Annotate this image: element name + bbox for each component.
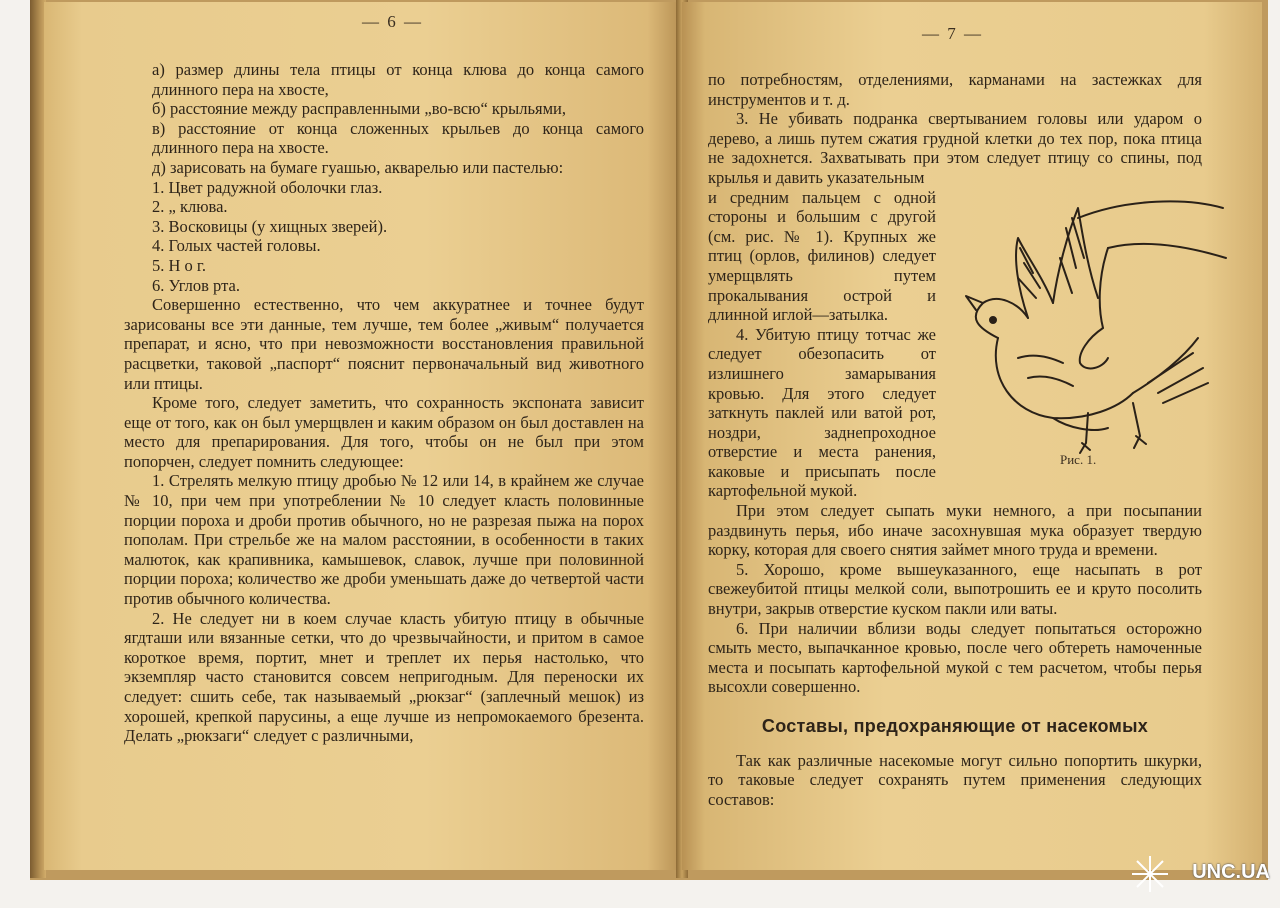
paragraph: Кроме того, следует заметить, что сохранность экспоната зависит еще от того, как он был умерщвлен и каким образом он был доставлен на место для препарирования. Для того, чтобы он не был при этом попорчен, следует помнить следующее: bbox=[124, 393, 644, 471]
watermark: UNC.UA bbox=[1192, 861, 1270, 883]
page-number-left: — 6 — bbox=[362, 12, 423, 31]
page-number-right: — 7 — bbox=[922, 24, 983, 43]
paragraph: 6. При наличии вблизи воды следует попытаться осторожно смыть место, выпачканное кровью, после чего обтереть намоченные места и посыпать картофельной мукой с тем расчетом, чтобы перья высохли совершенно. bbox=[708, 618, 1202, 697]
paragraph: 3. Восковицы (у хищных зверей). bbox=[152, 216, 388, 236]
book-spread bbox=[30, 0, 1268, 880]
figure-wrap-block bbox=[708, 188, 1202, 502]
bird-illustration bbox=[958, 178, 1228, 458]
paragraph: 4. Убитую птицу тотчас же следует обезопасить от излишнего замарывания кровью. Для этого следует заткнуть паклей или ватой рот, ноздри, заднепроходное отверстие и места ранения, каковые и присыпать после картофельной мукой. bbox=[708, 324, 936, 501]
paragraph: 2. „ клюва. bbox=[152, 197, 228, 217]
left-page-text bbox=[124, 60, 644, 746]
left-page bbox=[44, 2, 680, 870]
right-page-text bbox=[708, 70, 1202, 809]
watermark-logo-icon bbox=[1130, 854, 1170, 894]
paragraph: Совершенно естественно, что чем аккуратнее и точнее будут зарисованы все эти данные, тем лучше, тем более „живым“ получается препарат, и ясно, что при невозможности восстановления правильной расцветки, таковой „паспорт“ пояснит первоначальный вид животного или птицы. bbox=[124, 295, 644, 393]
paragraph: а) размер длины тела птицы от конца клюва до конца самого длинного пера на хвосте, bbox=[152, 60, 644, 99]
paragraph: 5. Н о г. bbox=[152, 255, 206, 275]
right-page bbox=[682, 2, 1262, 870]
final-paragraph: Так как различные насекомые могут сильно попортить шкурки, то таковые следует сохранять путем применения следующих составов: bbox=[708, 750, 1202, 809]
section-title: Составы, предохраняющие от насекомых bbox=[761, 716, 1149, 736]
paragraph: в) расстояние от конца сложенных крыльев до конца самого длинного пера на хвосте. bbox=[152, 118, 644, 158]
paragraph: и средним пальцем с одной стороны и большим с другой (см. рис. № 1). Крупных же птиц (орлов, филинов) следует умерщвлять путем прокалывания острой и длинной иглой—затылка. bbox=[708, 187, 936, 325]
paragraph: по потребностям, отделениями, карманами на застежках для инструментов и т. д. bbox=[708, 70, 1202, 109]
paragraph: 5. Хорошо, кроме вышеуказанного, еще насыпать в рот свежеубитой птицы мелкой соли, выпотрошить ее и круто посолить внутри, закрыв отверстие куском пакли или ваты. bbox=[708, 559, 1202, 619]
paragraph: 2. Не следует ни в коем случае класть убитую птицу в обычные ягдташи или вязанные сетки, что до чрезвычайности, и притом в самое короткое время, портит, мнет и треплет их перья настолько, что экземпляр часто становится совсем непригодным. Для переноски их следует: сшить себе, так называемый „рюкзаг“ (заплечный мешок) из хорошей, крепкой парусины, а еще лучше из непромокаемого брезента. Делать „рюкзаги“ следует с различными, bbox=[124, 608, 644, 746]
figure-caption: Рис. 1. bbox=[1060, 451, 1097, 467]
paragraph: 1. Цвет радужной оболочки глаз. bbox=[152, 177, 383, 197]
paragraph: 3. Не убивать подранка свертыванием головы или ударом о дерево, а лишь путем сжатия грудной клетки до тех пор, пока птица не задохнется. Захватывать при этом следует птицу со спины, под крылья и давить указательным bbox=[708, 109, 1202, 187]
paragraph: 1. Стрелять мелкую птицу дробью № 12 или 14, в крайнем же случае № 10, при чем при употреблении № 10 следует класть половинные порции пороха и дроби против обычного, но не разрезая пыжа на порох пополам. При стрельбе же на малом расстоянии, в особенности в таких малюток, как крапивника, камышевок, славок, лучше при половинной порции пороха; количество же дроби уменьшать даже до четвертой части против обычного количества. bbox=[124, 471, 644, 609]
paragraph: При этом следует сыпать муки немного, а при посыпании раздвинуть перья, ибо иначе засохнувшая мука образует твердую корку, которая для своего снятия займет много труда и времени. bbox=[708, 501, 1202, 560]
paragraph: д) зарисовать на бумаге гуашью, акварелью или пастелью: bbox=[152, 157, 564, 177]
paragraph: 4. Голых частей головы. bbox=[152, 236, 321, 256]
paragraph: б) расстояние между расправленными „во-всю“ крыльями, bbox=[152, 99, 567, 119]
paragraph: 6. Углов рта. bbox=[152, 275, 240, 295]
